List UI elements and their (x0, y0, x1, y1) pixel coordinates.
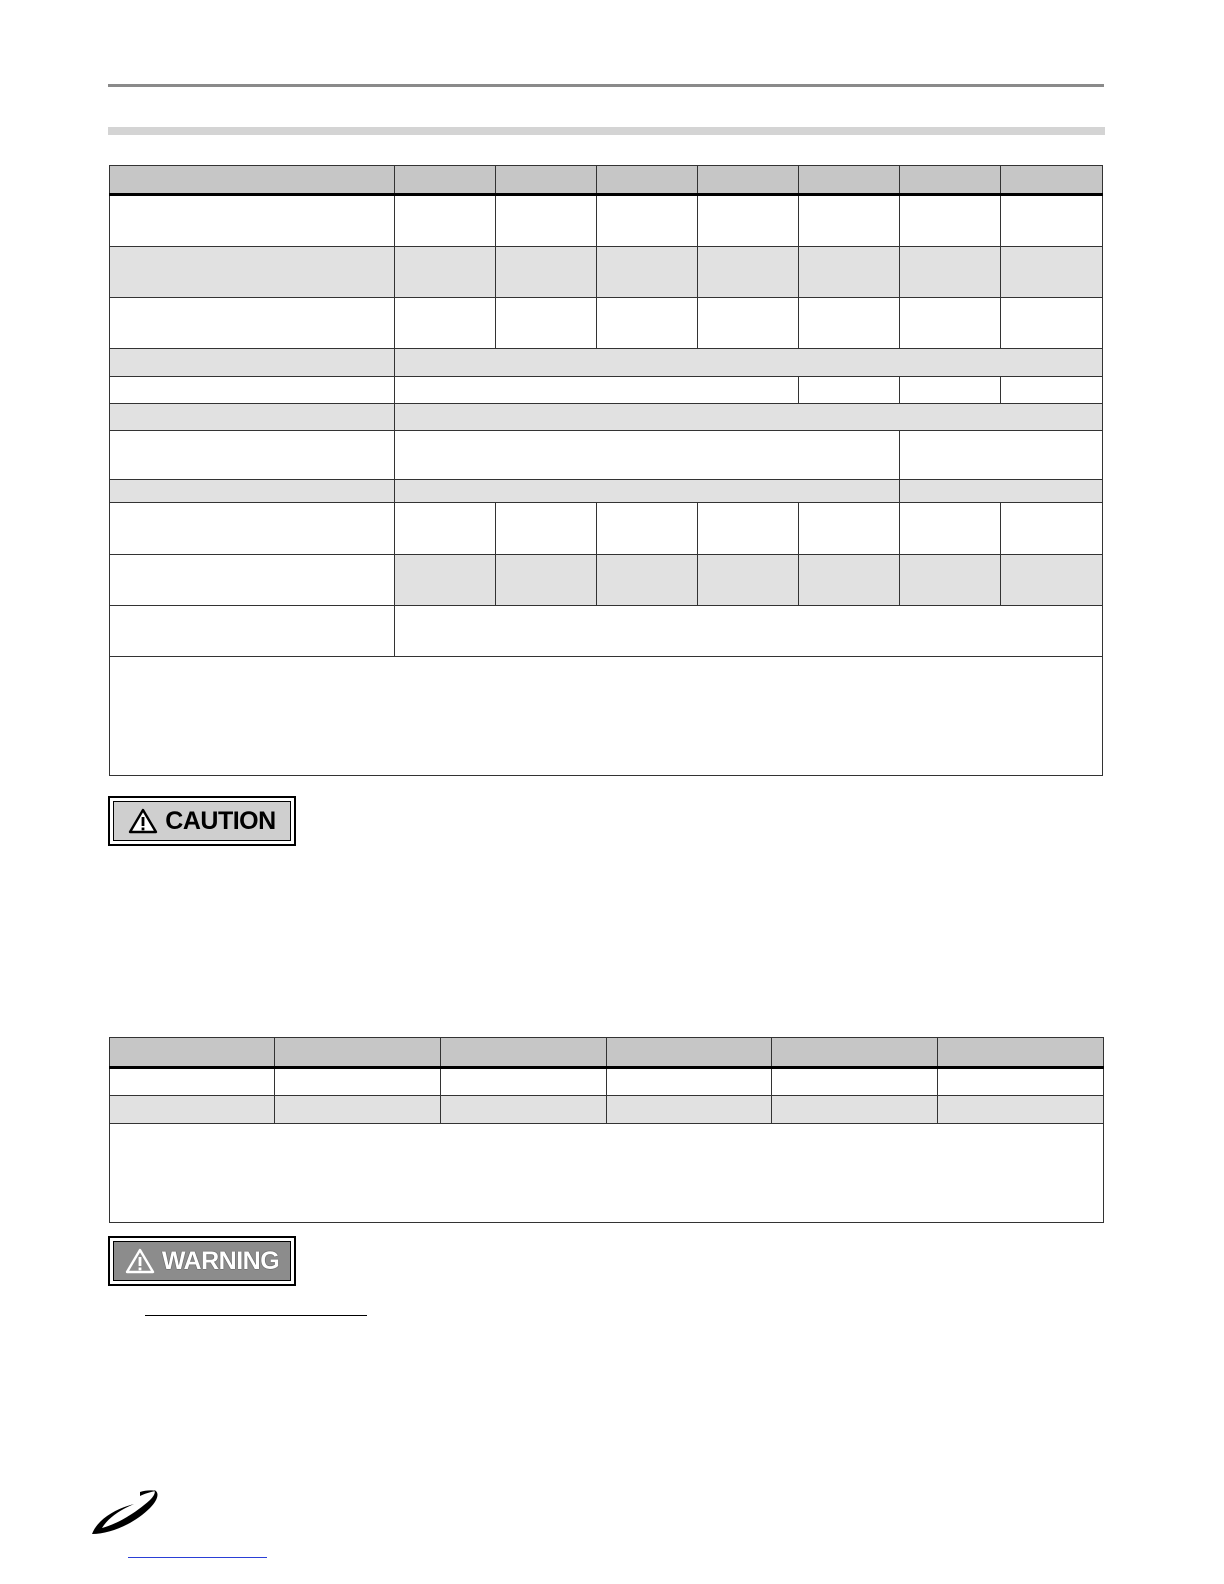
table-row (110, 298, 1103, 349)
table-header-row (110, 1038, 1104, 1068)
company-swoosh-logo-icon (90, 1488, 162, 1538)
header-cell (110, 166, 395, 195)
table-row (110, 503, 1103, 555)
caution-label: CAUTION (165, 806, 276, 835)
table-row (110, 404, 1103, 431)
table-row (110, 555, 1103, 606)
table-notes-row (110, 657, 1103, 776)
table-row (110, 1096, 1104, 1124)
footer-link[interactable] (128, 1557, 267, 1558)
specifications-table (109, 165, 1103, 776)
header-cell (1001, 166, 1103, 195)
warning-badge (108, 1236, 296, 1286)
secondary-table (109, 1037, 1104, 1223)
caution-badge (108, 796, 296, 846)
warning-triangle-icon (128, 808, 158, 834)
table-row (110, 606, 1103, 657)
table-row (110, 377, 1103, 404)
section-heading-bar (108, 127, 1105, 135)
underlined-heading-rule (145, 1315, 367, 1316)
header-rule (108, 84, 1104, 87)
header-cell (698, 166, 799, 195)
warning-triangle-icon (125, 1248, 155, 1274)
warning-label: WARNING (161, 1246, 280, 1275)
table-row (110, 349, 1103, 377)
header-cell (900, 166, 1001, 195)
table-row (110, 247, 1103, 298)
table-row (110, 1068, 1104, 1096)
table-header-row (110, 166, 1103, 195)
header-cell (799, 166, 900, 195)
header-cell (597, 166, 698, 195)
header-cell (395, 166, 496, 195)
table-row (110, 195, 1103, 247)
table-row (110, 431, 1103, 480)
table-notes-row (110, 1124, 1104, 1223)
table-row (110, 480, 1103, 503)
header-cell (496, 166, 597, 195)
